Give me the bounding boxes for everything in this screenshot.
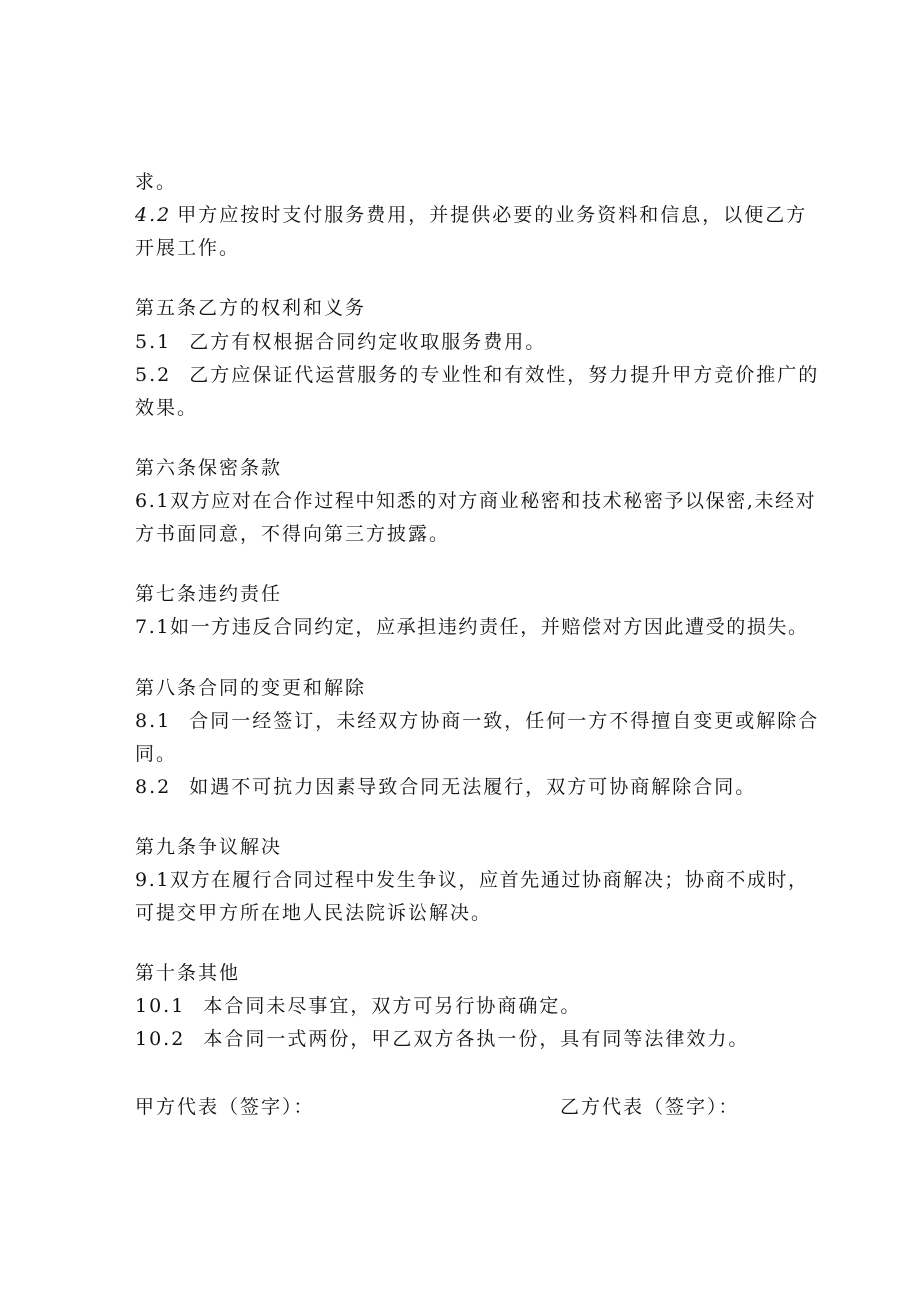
signature-party-b: [560, 1095, 740, 1119]
clause-text: 7.1如一方违反合同约定，应承担违约责任，并赔偿对方因此遭受的损失。: [135, 616, 809, 638]
signature-label: 甲方代表（签字）：: [135, 1096, 315, 1118]
clause-9-1-continuation: [135, 901, 492, 925]
clause-text: 合同一经签订，未经双方协商一致，任何一方不得擅自变更或解除合: [189, 710, 820, 732]
clause-number: 5.2: [135, 364, 172, 386]
clause-10-1: [135, 994, 581, 1018]
clause-text: 方书面同意，不得向第三方披露。: [135, 523, 451, 545]
clause-10-2: [135, 1027, 749, 1051]
section-heading: 第五条乙方的权利和义务: [135, 297, 367, 319]
clause-5-1: [135, 330, 546, 354]
clause-6-1: [135, 489, 816, 513]
clause-4-2-continuation: [135, 236, 240, 260]
section-heading: 第六条保密条款: [135, 457, 283, 479]
section-heading: 第十条其他: [135, 962, 241, 984]
clause-text: 本合同未尽事宜，双方可另行协商确定。: [203, 995, 582, 1017]
clause-number: 10.2: [135, 1028, 186, 1050]
section-heading: 第七条违约责任: [135, 583, 283, 605]
clause-text: 效果。: [135, 397, 199, 419]
section-heading: 第九条争议解决: [135, 836, 283, 858]
section-heading-7: [135, 582, 282, 606]
section-heading: 第八条合同的变更和解除: [135, 677, 367, 699]
clause-8-1-continuation: [135, 742, 177, 766]
clause-text: 开展工作。: [135, 237, 241, 259]
clause-8-1: [135, 709, 819, 733]
clause-text: 可提交甲方所在地人民法院诉讼解决。: [135, 902, 493, 924]
clause-8-2: [135, 775, 756, 799]
clause-number: 4.2: [135, 204, 172, 226]
clause-5-2-continuation: [135, 396, 198, 420]
clause-number: 5.1: [135, 331, 172, 353]
clause-text: 乙方有权根据合同约定收取服务费用。: [189, 331, 547, 353]
section-heading-6: [135, 456, 282, 480]
clause-text: 如遇不可抗力因素导致合同无法履行，双方可协商解除合同。: [189, 776, 757, 798]
clause-text: 乙方应保证代运营服务的专业性和有效性，努力提升甲方竞价推广的: [189, 364, 820, 386]
continuation-text: 求。: [135, 171, 178, 193]
clause-number: 10.1: [135, 995, 186, 1017]
section-heading-5: [135, 296, 366, 320]
clause-text: 同。: [135, 743, 178, 765]
clause-number: 8.2: [135, 776, 172, 798]
clause-text: 甲方应按时支付服务费用，并提供必要的业务资料和信息，以便乙方: [177, 204, 808, 226]
paragraph-continuation: [135, 170, 177, 194]
clause-text: 6.1双方应对在合作过程中知悉的对方商业秘密和技术秘密予以保密,未经对: [135, 490, 817, 512]
clause-7-1: [135, 615, 809, 639]
clause-text: 9.1双方在履行合同过程中发生争议，应首先通过协商解决；协商不成时，: [135, 869, 809, 891]
clause-number: 8.1: [135, 710, 172, 732]
section-heading-8: [135, 676, 366, 700]
section-heading-9: [135, 835, 282, 859]
clause-text: 本合同一式两份，甲乙双方各执一份，具有同等法律效力。: [203, 1028, 750, 1050]
clause-9-1: [135, 868, 809, 892]
section-heading-10: [135, 961, 240, 985]
signature-label: 乙方代表（签字）：: [560, 1096, 740, 1118]
clause-4-2: [135, 203, 807, 227]
clause-5-2: [135, 363, 819, 387]
signature-party-a: [135, 1095, 315, 1119]
clause-6-1-continuation: [135, 522, 450, 546]
